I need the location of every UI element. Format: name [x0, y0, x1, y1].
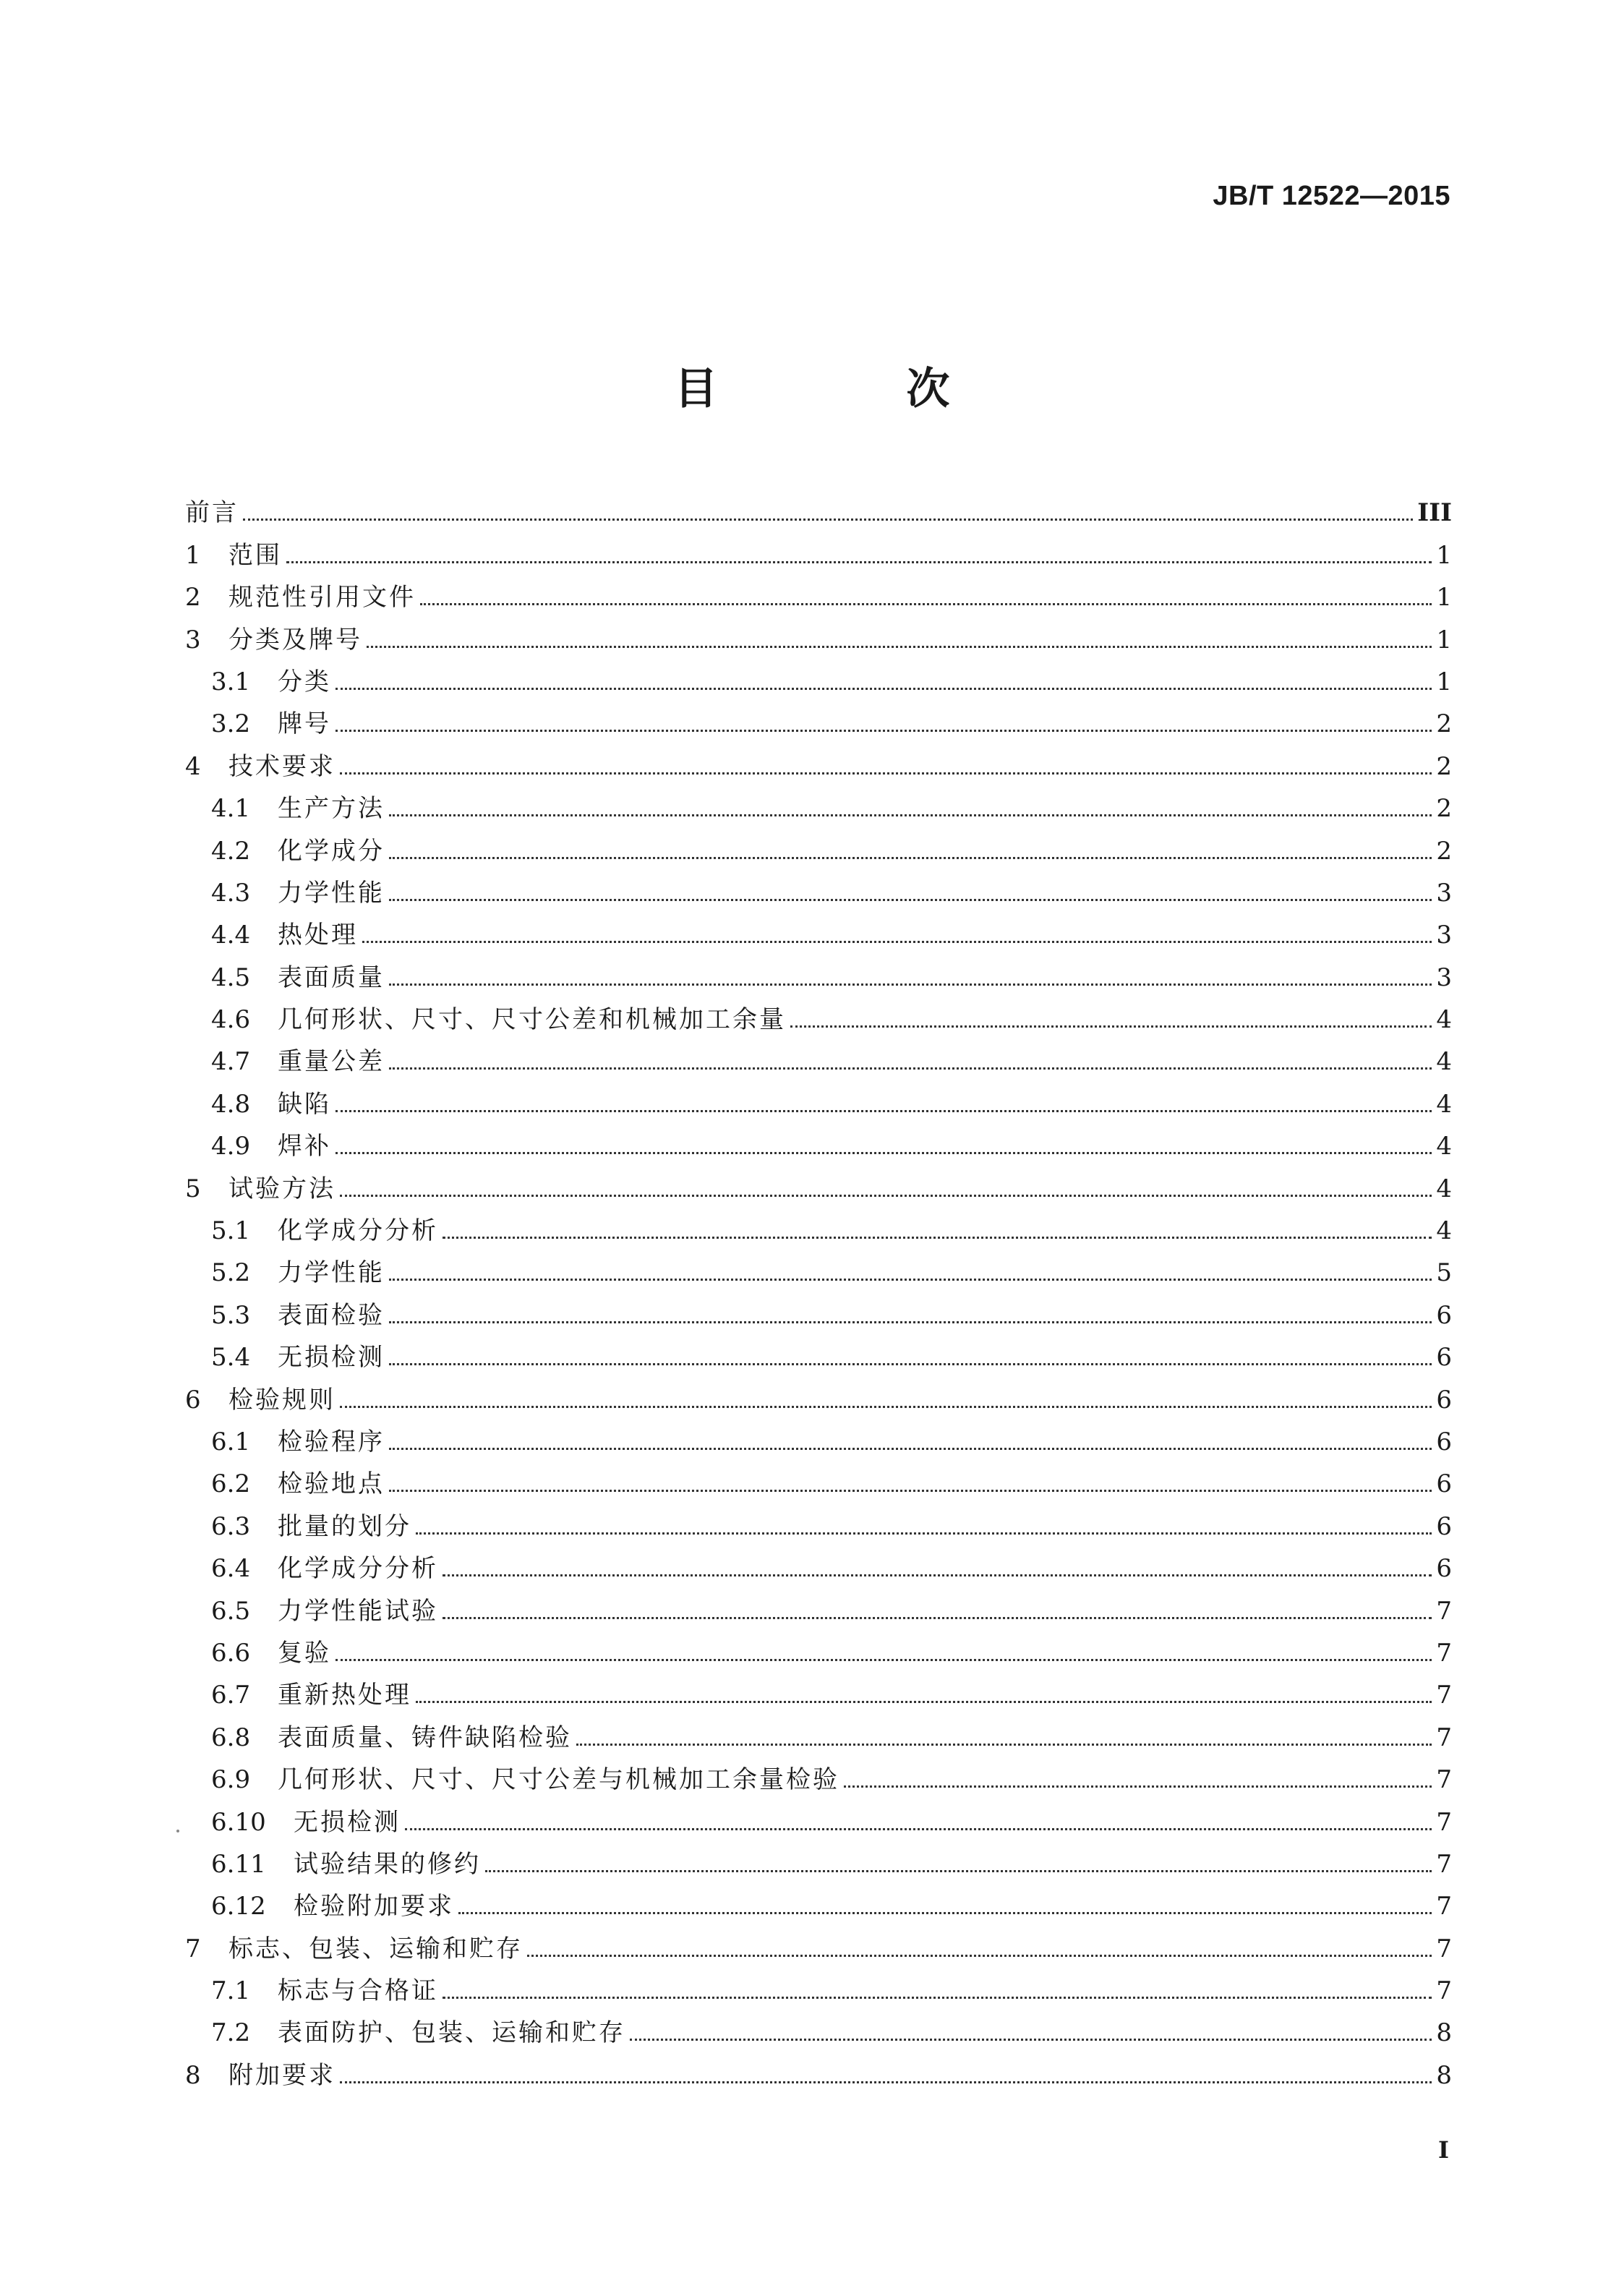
dot-leader	[362, 941, 1432, 943]
toc-entry-number: 7.2	[211, 2018, 251, 2048]
toc-entry-number: 7	[185, 1934, 201, 1963]
toc-entry-number: 4.4	[211, 921, 251, 950]
toc-entry-title: 批量的划分	[278, 1511, 411, 1541]
toc-entry[interactable]	[185, 1754, 1452, 1796]
toc-entry[interactable]	[185, 1289, 1452, 1331]
toc-entry-number: 4.8	[211, 1089, 251, 1119]
toc-entry-number: 6.8	[211, 1723, 251, 1752]
dot-leader	[336, 1152, 1432, 1154]
toc-entry-page: 1	[1436, 625, 1452, 654]
toc-entry-page: 6	[1436, 1343, 1452, 1373]
dot-leader	[389, 1321, 1432, 1323]
toc-entry-number: 4	[185, 751, 201, 781]
toc-entry-title: 试验方法	[228, 1174, 336, 1203]
toc-entry-page: 6	[1436, 1554, 1452, 1584]
toc-entry-title: 范围	[228, 540, 282, 570]
toc-entry-number: 6.3	[211, 1511, 251, 1541]
toc-entry-number: 7.1	[211, 1976, 251, 2006]
toc-entry[interactable]	[185, 487, 1452, 529]
toc-entry-number: 6.10	[211, 1807, 266, 1837]
dot-leader	[389, 1363, 1432, 1365]
toc-entry[interactable]	[185, 1374, 1452, 1416]
toc-entry-page: 4	[1436, 1216, 1452, 1246]
toc-entry-title: 前言	[185, 498, 239, 528]
toc-entry-number: 6.12	[211, 1892, 266, 1921]
toc-entry-number: 4.6	[211, 1005, 251, 1035]
dot-leader	[443, 1997, 1432, 1999]
scan-speck	[176, 1830, 179, 1832]
toc-entry-title: 重新热处理	[278, 1681, 411, 1710]
toc-entry-page: 1	[1436, 540, 1452, 570]
toc-entry-title: 化学成分	[278, 836, 385, 866]
dot-leader	[367, 646, 1432, 648]
toc-entry-page: 1	[1436, 583, 1452, 613]
toc-entry-number: 5.1	[211, 1216, 251, 1246]
toc-entry-page: 7	[1436, 1849, 1452, 1879]
toc-entry-page: 4	[1436, 1174, 1452, 1203]
toc-entry-page: 7	[1436, 1723, 1452, 1752]
dot-leader	[389, 1490, 1432, 1492]
dot-leader	[389, 983, 1432, 986]
dot-leader	[389, 814, 1432, 816]
toc-entry-title: 无损检测	[294, 1807, 401, 1837]
toc-entry-title: 表面质量	[278, 963, 385, 992]
dot-leader	[389, 899, 1432, 901]
toc-entry-number: 3.2	[211, 709, 251, 739]
dot-leader	[340, 772, 1432, 774]
dot-leader	[340, 2081, 1432, 2083]
dot-leader	[790, 1025, 1432, 1028]
dot-leader	[576, 1744, 1432, 1746]
toc-entry-title: 表面检验	[278, 1300, 385, 1330]
toc-entry[interactable]	[185, 2007, 1452, 2049]
toc-entry[interactable]	[185, 1078, 1452, 1120]
toc-entry-number: 6	[185, 1385, 201, 1414]
toc-entry-number: 3	[185, 625, 201, 654]
toc-entry-number: 4.2	[211, 836, 251, 866]
toc-entry-page: III	[1417, 498, 1452, 528]
toc-entry[interactable]	[185, 741, 1452, 782]
toc-entry-number: 4.5	[211, 963, 251, 992]
toc-entry-number: 6.2	[211, 1469, 251, 1499]
toc-entry-title: 热处理	[278, 921, 358, 950]
toc-entry[interactable]	[185, 1163, 1452, 1205]
toc-entry-number: 6.5	[211, 1596, 251, 1626]
dot-leader	[844, 1785, 1432, 1788]
dot-leader	[630, 2039, 1432, 2041]
toc-entry-title: 无损检测	[278, 1343, 385, 1373]
toc-entry-title: 规范性引用文件	[228, 583, 416, 613]
toc-entry-number: 4.3	[211, 878, 251, 908]
dot-leader	[336, 688, 1432, 690]
toc-entry-number: 8	[185, 2060, 201, 2090]
toc-entry-title: 试验结果的修约	[294, 1849, 481, 1879]
toc-entry[interactable]	[185, 825, 1452, 867]
toc-entry-title: 检验规则	[228, 1385, 336, 1414]
toc-entry-page: 4	[1436, 1047, 1452, 1077]
standard-number: JB/T 12522—2015	[1213, 181, 1450, 211]
toc-entry-page: 2	[1436, 794, 1452, 824]
toc-entry[interactable]	[185, 1839, 1452, 1881]
toc-entry-title: 标志与合格证	[278, 1976, 438, 2006]
dot-leader	[485, 1870, 1432, 1872]
toc-entry-page: 7	[1436, 1807, 1452, 1837]
toc-entry[interactable]	[185, 1628, 1452, 1670]
toc-entry-page: 4	[1436, 1132, 1452, 1161]
toc-entry-page: 7	[1436, 1892, 1452, 1921]
toc-entry-title: 焊补	[278, 1132, 331, 1161]
toc-entry-page: 7	[1436, 1934, 1452, 1963]
toc-entry-number: 6.11	[211, 1849, 266, 1879]
toc-entry[interactable]	[185, 614, 1452, 656]
toc-entry[interactable]	[185, 1796, 1452, 1838]
toc-entry-page: 6	[1436, 1427, 1452, 1456]
toc-entry-page: 6	[1436, 1385, 1452, 1414]
dot-leader	[389, 1448, 1432, 1450]
toc-entry-number: 2	[185, 583, 201, 613]
dot-leader	[443, 1237, 1432, 1239]
table-of-contents	[185, 487, 1452, 2092]
toc-entry-title: 力学性能	[278, 1258, 385, 1288]
toc-entry-page: 8	[1436, 2060, 1452, 2090]
toc-entry-number: 1	[185, 540, 201, 570]
toc-entry[interactable]	[185, 1332, 1452, 1374]
dot-leader	[286, 561, 1432, 563]
toc-entry-title: 附加要求	[228, 2060, 336, 2090]
dot-leader	[340, 1406, 1432, 1408]
dot-leader	[420, 603, 1432, 605]
toc-entry[interactable]	[185, 994, 1452, 1036]
toc-entry-page: 7	[1436, 1765, 1452, 1795]
toc-entry[interactable]	[185, 952, 1452, 994]
toc-entry-page: 2	[1436, 751, 1452, 781]
toc-entry[interactable]	[185, 1881, 1452, 1923]
dot-leader	[405, 1828, 1432, 1830]
toc-entry-title: 分类	[278, 667, 331, 696]
dot-leader	[336, 1110, 1432, 1112]
dot-leader	[340, 1195, 1432, 1197]
toc-entry-page: 6	[1436, 1469, 1452, 1499]
dot-leader	[443, 1574, 1432, 1576]
toc-entry-number: 4.9	[211, 1132, 251, 1161]
toc-entry-number: 6.4	[211, 1554, 251, 1584]
toc-entry-title: 分类及牌号	[228, 625, 362, 654]
toc-entry-number: 4.7	[211, 1047, 251, 1077]
toc-entry-page: 3	[1436, 963, 1452, 992]
toc-entry-number: 5.3	[211, 1300, 251, 1330]
toc-entry-page: 4	[1436, 1005, 1452, 1035]
toc-entry[interactable]	[185, 1121, 1452, 1163]
toc-entry-page: 3	[1436, 921, 1452, 950]
toc-entry[interactable]	[185, 1923, 1452, 1965]
toc-entry-page: 7	[1436, 1681, 1452, 1710]
dot-leader	[416, 1701, 1432, 1703]
dot-leader	[336, 1659, 1432, 1661]
toc-entry[interactable]	[185, 699, 1452, 741]
toc-entry-title: 重量公差	[278, 1047, 385, 1077]
toc-entry[interactable]	[185, 1585, 1452, 1627]
toc-entry-title: 化学成分分析	[278, 1554, 438, 1584]
toc-entry[interactable]	[185, 1417, 1452, 1459]
toc-entry[interactable]	[185, 1670, 1452, 1712]
toc-entry[interactable]	[185, 572, 1452, 614]
toc-entry[interactable]	[185, 910, 1452, 952]
toc-entry-page: 3	[1436, 878, 1452, 908]
toc-entry[interactable]	[185, 1712, 1452, 1754]
toc-entry-number: 6.9	[211, 1765, 251, 1795]
toc-entry-number: 6.7	[211, 1681, 251, 1710]
toc-entry-title: 力学性能	[278, 878, 385, 908]
toc-entry-page: 4	[1436, 1089, 1452, 1119]
toc-entry-title: 检验地点	[278, 1469, 385, 1499]
toc-entry-number: 6.1	[211, 1427, 251, 1456]
toc-entry-title: 几何形状、尺寸、尺寸公差和机械加工余量	[278, 1005, 786, 1035]
dot-leader	[458, 1912, 1432, 1914]
toc-entry-title: 检验附加要求	[294, 1892, 454, 1921]
dot-leader	[389, 857, 1432, 859]
page-number: I	[1438, 2136, 1449, 2164]
dot-leader	[389, 1279, 1432, 1281]
toc-entry-title: 表面质量、铸件缺陷检验	[278, 1723, 572, 1752]
toc-entry-page: 8	[1436, 2018, 1452, 2048]
toc-entry-title: 牌号	[278, 709, 331, 739]
toc-entry-title: 几何形状、尺寸、尺寸公差与机械加工余量检验	[278, 1765, 839, 1795]
toc-entry[interactable]	[185, 2049, 1452, 2091]
dot-leader	[389, 1067, 1432, 1070]
toc-entry-title: 力学性能试验	[278, 1596, 438, 1626]
toc-entry-number: 5.2	[211, 1258, 251, 1288]
toc-entry[interactable]	[185, 1036, 1452, 1078]
toc-entry-page: 7	[1436, 1596, 1452, 1626]
toc-entry-number: 5	[185, 1174, 201, 1203]
toc-entry-number: 6.6	[211, 1638, 251, 1668]
toc-entry-title: 化学成分分析	[278, 1216, 438, 1246]
toc-entry-title: 生产方法	[278, 794, 385, 824]
page-title: 目 次	[674, 364, 1037, 414]
toc-entry-page: 7	[1436, 1638, 1452, 1668]
dot-leader	[336, 730, 1432, 732]
toc-entry-title: 检验程序	[278, 1427, 385, 1456]
toc-entry[interactable]	[185, 529, 1452, 571]
toc-entry[interactable]	[185, 1966, 1452, 2007]
toc-entry[interactable]	[185, 868, 1452, 910]
toc-entry-title: 复验	[278, 1638, 331, 1668]
toc-entry-page: 1	[1436, 667, 1452, 696]
toc-entry-page: 6	[1436, 1511, 1452, 1541]
toc-entry-page: 2	[1436, 709, 1452, 739]
toc-entry-number: 3.1	[211, 667, 251, 696]
dot-leader	[243, 519, 1413, 521]
dot-leader	[443, 1617, 1432, 1619]
toc-entry-title: 缺陷	[278, 1089, 331, 1119]
toc-entry[interactable]	[185, 1205, 1452, 1247]
toc-entry-page: 7	[1436, 1976, 1452, 2006]
toc-entry-number: 4.1	[211, 794, 251, 824]
toc-entry-title: 表面防护、包装、运输和贮存	[278, 2018, 625, 2048]
toc-entry-number: 5.4	[211, 1343, 251, 1373]
dot-leader	[527, 1955, 1432, 1957]
toc-entry[interactable]	[185, 1247, 1452, 1289]
toc-entry[interactable]	[185, 657, 1452, 699]
toc-entry[interactable]	[185, 783, 1452, 825]
toc-entry-title: 标志、包装、运输和贮存	[228, 1934, 523, 1963]
dot-leader	[416, 1532, 1432, 1535]
toc-entry-page: 6	[1436, 1300, 1452, 1330]
toc-entry-page: 2	[1436, 836, 1452, 866]
toc-entry-title: 技术要求	[228, 751, 336, 781]
toc-entry[interactable]	[185, 1501, 1452, 1542]
toc-entry[interactable]	[185, 1459, 1452, 1501]
toc-entry[interactable]	[185, 1543, 1452, 1585]
toc-entry-page: 5	[1436, 1258, 1452, 1288]
